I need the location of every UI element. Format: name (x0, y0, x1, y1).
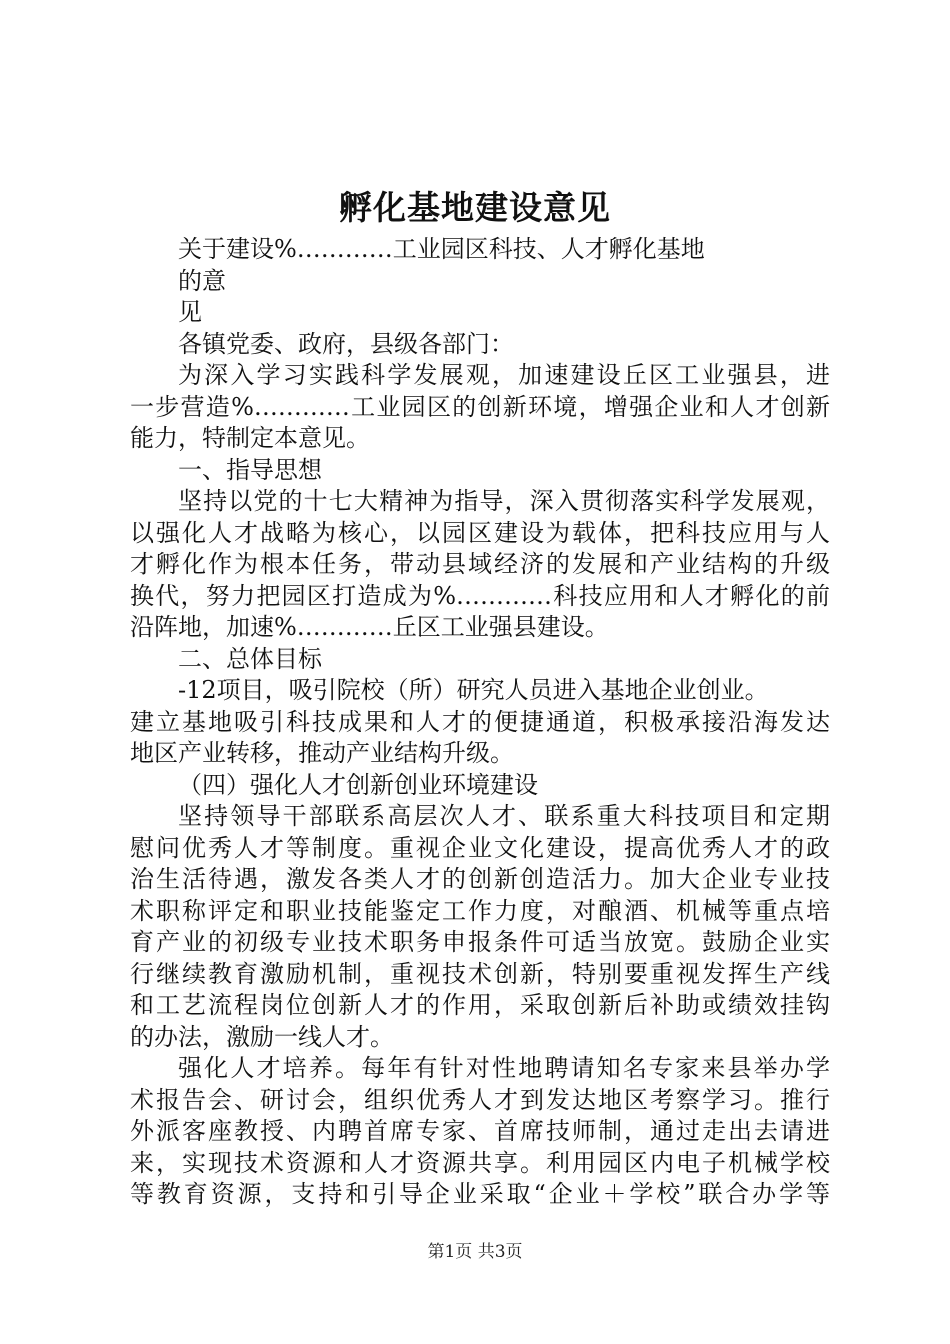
paragraph-line: 育产业的初级专业技术职务申报条件可适当放宽。鼓励企业实 (130, 928, 830, 956)
paragraph-line: 术报告会、研讨会，组织优秀人才到发达地区考察学习。推行 (130, 1085, 830, 1114)
paragraph-line: 地区产业转移，推动产业结构升级。 (130, 739, 514, 767)
paragraph-line: 外派客座教授、内聘首席专家、首席技师制，通过走出去请进 (130, 1117, 830, 1145)
paragraph-line: 治生活待遇，激发各类人才的创新创造活力。加大企业专业技 (130, 865, 830, 893)
heading-line-1: 关于建设%…………工业园区科技、人才孵化基地 (178, 235, 705, 263)
paragraph-line: 为深入学习实践科学发展观，加速建设丘区工业强县，进 (178, 361, 830, 389)
paragraph-line: 坚持以党的十七大精神为指导，深入贯彻落实科学发展观， (178, 487, 830, 515)
paragraph-line: 行继续教育激励机制，重视技术创新，特别要重视发挥生产线 (130, 959, 830, 988)
section-heading: 二、总体目标 (178, 644, 322, 673)
heading-line-3: 见 (178, 298, 202, 326)
paragraph-line: 一步营造%…………工业园区的创新环境，增强企业和人才创新 (130, 392, 830, 421)
paragraph-line: 和工艺流程岗位创新人才的作用，采取创新后补助或绩效挂钩 (130, 991, 830, 1019)
paragraph-line: 能力，特制定本意见。 (130, 424, 370, 452)
paragraph-line: 等教育资源，支持和引导企业采取“企业＋学校”联合办学等 (130, 1180, 830, 1208)
paragraph-line: 沿阵地，加速%…………丘区工业强县建设。 (130, 613, 609, 641)
section-heading: （四）强化人才创新创业环境建设 (178, 770, 538, 799)
page-number-footer: 第1页 共3页 (427, 1242, 523, 1262)
paragraph-line: 换代，努力把园区打造成为%…………科技应用和人才孵化的前 (130, 581, 830, 610)
section-heading: 一、指导思想 (178, 455, 322, 484)
paragraph-line: 强化人才培养。每年有针对性地聘请知名专家来县举办学 (178, 1054, 830, 1082)
paragraph-line: -12项目，吸引院校（所）研究人员进入基地企业创业。 (178, 676, 769, 704)
paragraph-line: 以强化人才战略为核心，以园区建设为载体，把科技应用与人 (130, 518, 830, 547)
salutation: 各镇党委、政府，县级各部门： (178, 329, 514, 358)
heading-line-2: 的意 (178, 266, 226, 295)
paragraph-line: 慰问优秀人才等制度。重视企业文化建设，提高优秀人才的政 (130, 833, 830, 862)
paragraph-line: 来，实现技术资源和人才资源共享。利用园区内电子机械学校 (130, 1148, 830, 1177)
paragraph-line: 的办法，激励一线人才。 (130, 1022, 394, 1051)
document-title: 孵化基地建设意见 (339, 188, 611, 227)
paragraph-line: 坚持领导干部联系高层次人才、联系重大科技项目和定期 (178, 802, 830, 830)
paragraph-line: 术职称评定和职业技能鉴定工作力度，对酿酒、机械等重点培 (130, 896, 830, 925)
document-body (130, 234, 830, 1211)
paragraph-line: 建立基地吸引科技成果和人才的便捷通道，积极承接沿海发达 (130, 707, 830, 736)
paragraph-line: 才孵化作为根本任务，带动县域经济的发展和产业结构的升级 (130, 550, 830, 578)
